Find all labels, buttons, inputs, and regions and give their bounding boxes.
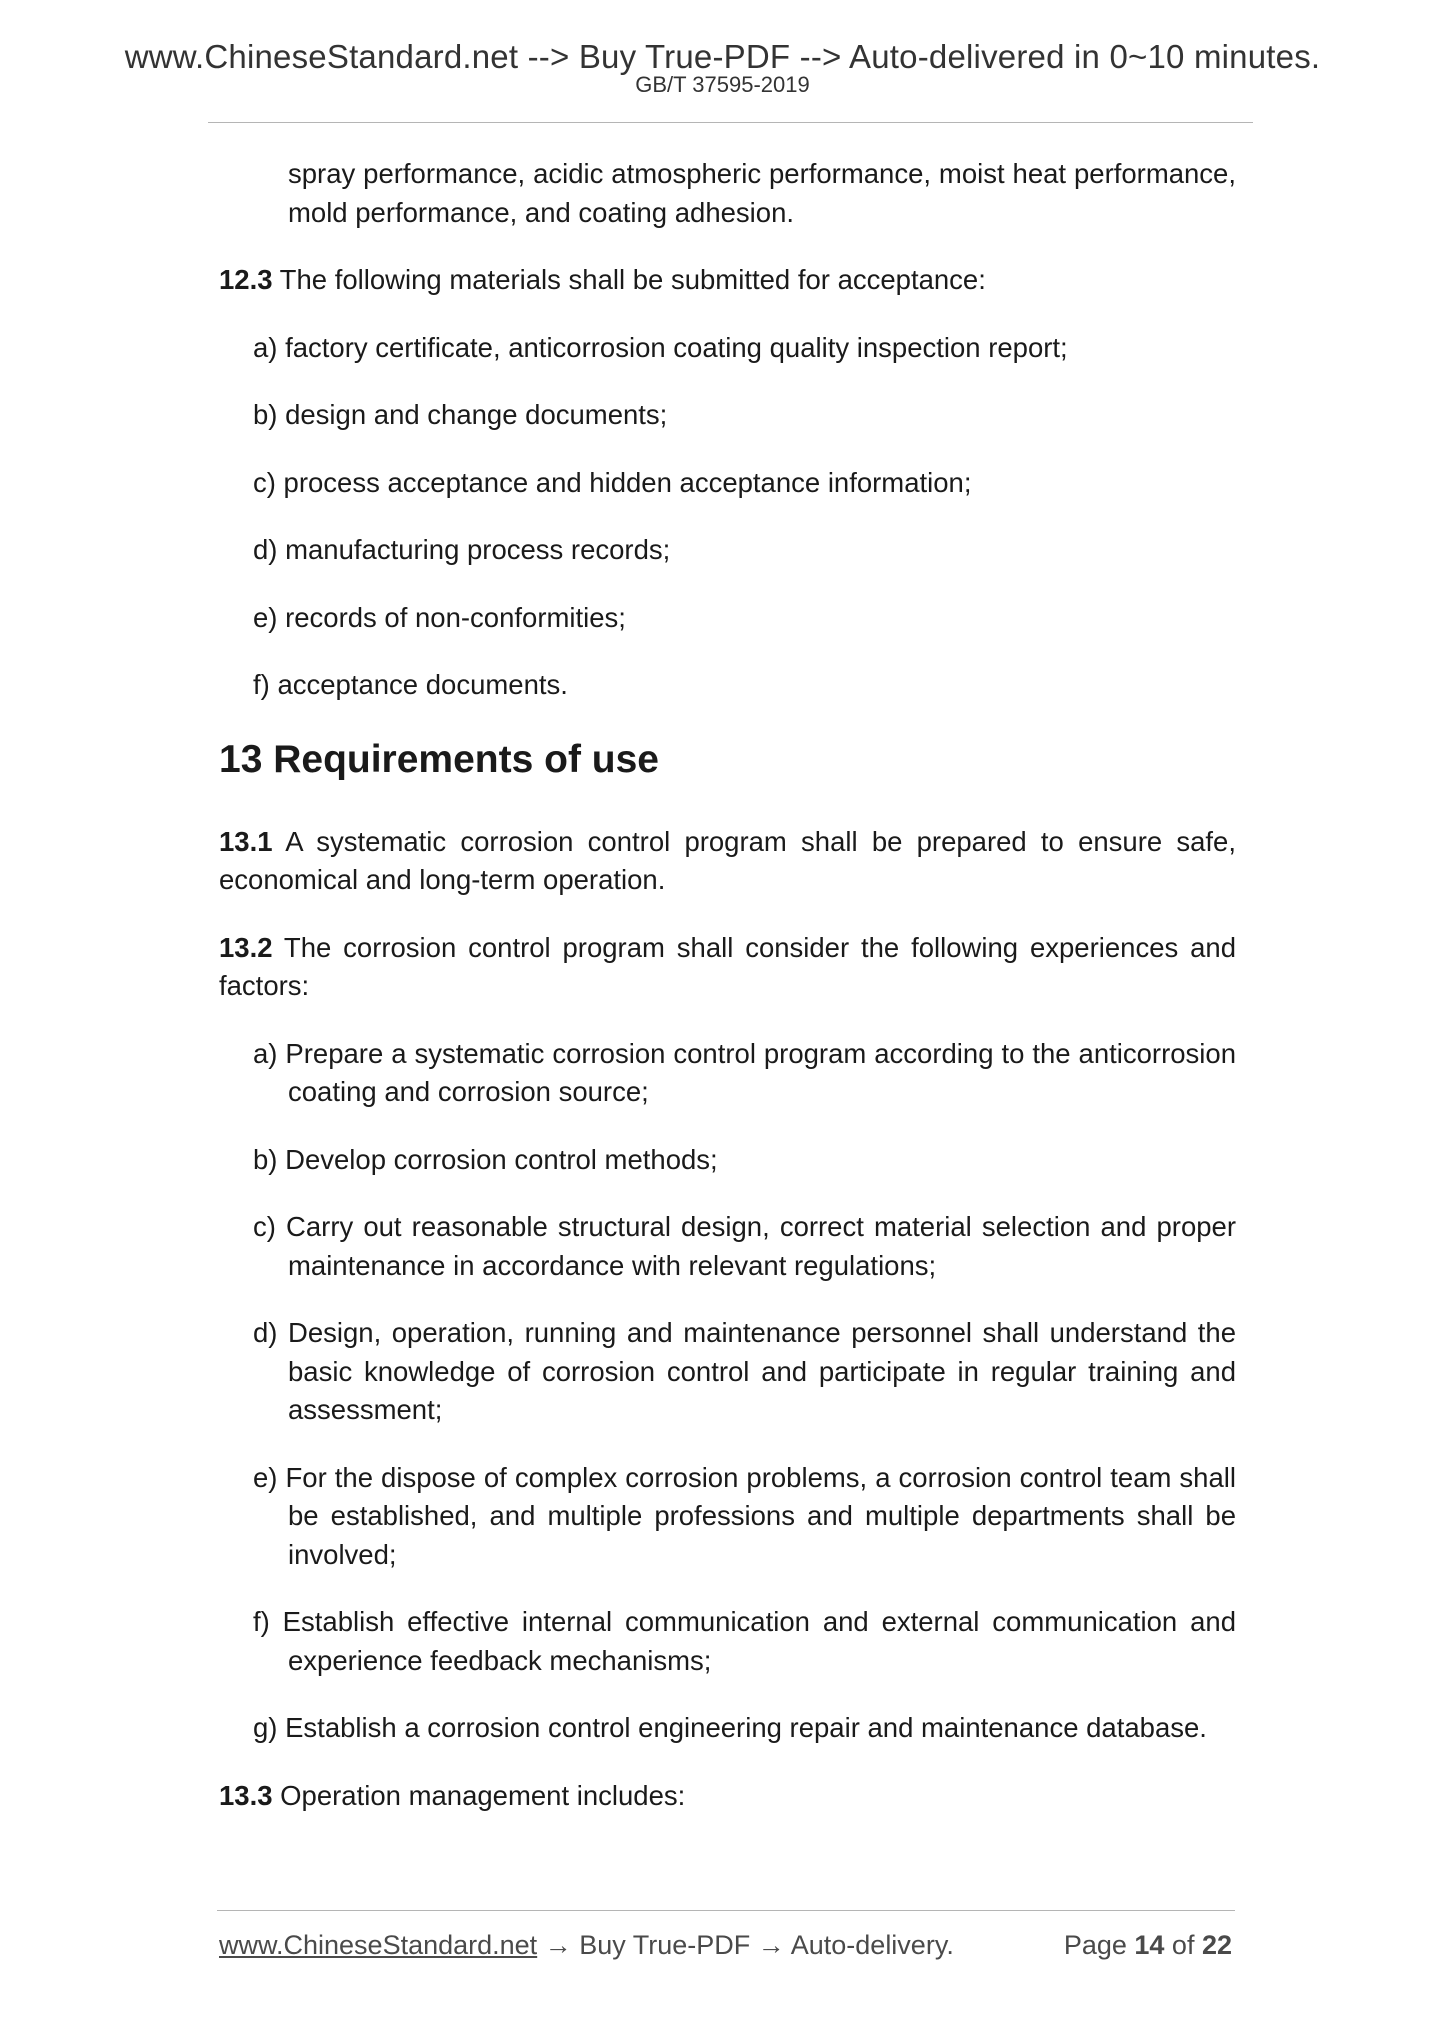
- page-label: Page: [1063, 1930, 1135, 1960]
- section-title: 13 Requirements of use: [219, 737, 659, 781]
- clause-number: 12.3: [219, 264, 273, 295]
- clause-number: 13.3: [219, 1779, 273, 1811]
- header-divider: [208, 122, 1253, 123]
- list-item: c) process acceptance and hidden acceptance information;: [253, 466, 972, 498]
- current-page: 14: [1134, 1930, 1165, 1960]
- clause-number: 13.2: [219, 931, 273, 963]
- list-item: g) Establish a corrosion control engineering repair and maintenance database.: [253, 1712, 1207, 1743]
- list-item: e) For the dispose of complex corrosion problems, a corrosion control team shall be established, and multiple professions and multiple departments shall be involved;: [253, 1461, 1236, 1570]
- footer-divider: [217, 1910, 1235, 1911]
- clause-13-2: [219, 929, 1236, 1006]
- total-pages: 22: [1201, 1930, 1232, 1960]
- list-item: a) Prepare a systematic corrosion control program according to the anticorrosion coating and corrosion source;: [253, 1037, 1236, 1107]
- clause-text: A systematic corrosion control program shall be prepared to ensure safe, economical and long-term operation.: [219, 825, 1236, 895]
- clause-12-3: [219, 261, 1236, 300]
- carryover-paragraph: spray performance, acidic atmospheric performance, moist heat performance, mold performance, and coating adhesion.: [288, 158, 1236, 228]
- footer-site-link[interactable]: www.ChineseStandard.net: [219, 1930, 538, 1960]
- clause-text: Operation management includes:: [272, 1779, 686, 1811]
- list-item: d) Design, operation, running and maintenance personnel shall understand the basic knowledge of corrosion control and participate in regular training and assessment;: [253, 1317, 1236, 1425]
- clause-text: The corrosion control program shall consider the following experiences and factors:: [219, 931, 1236, 1001]
- clause-number: 13.1: [219, 825, 273, 857]
- list-item: f) Establish effective internal communication and external communication and experience feedback mechanisms;: [253, 1606, 1236, 1676]
- clause-13-1: [219, 823, 1236, 900]
- list-item: b) Develop corrosion control methods;: [253, 1143, 718, 1175]
- list-item: d) manufacturing process records;: [253, 534, 671, 565]
- clause-text: The following materials shall be submitted for acceptance:: [272, 264, 986, 295]
- footer-promo-text: → Buy True-PDF → Auto-delivery.: [537, 1930, 954, 1960]
- header-banner: www.ChineseStandard.net --> Buy True-PDF --> Auto-delivered in 0~10 minutes.: [124, 38, 1321, 75]
- document-code: GB/T 37595-2019: [635, 72, 810, 97]
- list-item: e) records of non-conformities;: [253, 601, 626, 633]
- page-body: [219, 155, 1236, 1844]
- page-number: [1064, 1928, 1232, 1962]
- list-item: f) acceptance documents.: [253, 669, 568, 700]
- list-item: c) Carry out reasonable structural design, correct material selection and proper maintenance in accordance with relevant regulations;: [253, 1211, 1236, 1281]
- of-label: of: [1164, 1930, 1202, 1960]
- clause-13-3: [219, 1777, 1236, 1816]
- list-item: a) factory certificate, anticorrosion coating quality inspection report;: [253, 331, 1068, 363]
- list-item: b) design and change documents;: [253, 399, 668, 430]
- footer-promo: [219, 1928, 954, 1962]
